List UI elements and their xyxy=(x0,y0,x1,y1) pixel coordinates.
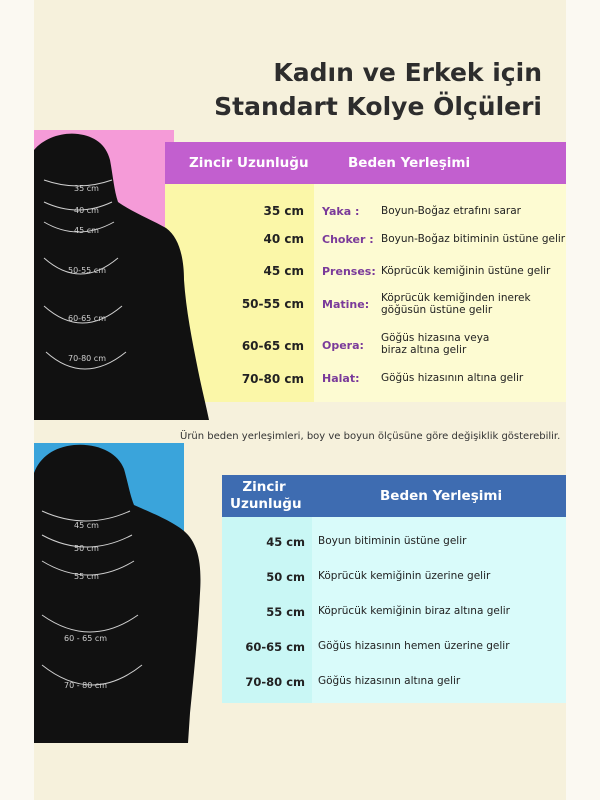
women-neck-label: 60-65 cm xyxy=(68,314,106,323)
women-row-term: Choker : xyxy=(322,233,374,246)
women-row-desc: Köprücük kemiğinden inerek göğüsün üstüne gelir xyxy=(381,292,531,316)
women-neck-label: 50-55 cm xyxy=(68,266,106,275)
women-neck-label: 45 cm xyxy=(74,226,99,235)
men-silhouette xyxy=(34,443,234,743)
men-row-desc: Göğüs hizasının hemen üzerine gelir xyxy=(318,640,510,652)
left-margin xyxy=(0,0,34,800)
women-row-length: 40 cm xyxy=(263,232,304,246)
women-row-desc: Göğüs hizasının altına gelir xyxy=(381,372,524,384)
women-row-term: Opera: xyxy=(322,339,364,352)
women-row-length: 35 cm xyxy=(263,204,304,218)
men-row-length: 70-80 cm xyxy=(245,675,305,689)
men-row-desc: Köprücük kemiğinin biraz altına gelir xyxy=(318,605,510,617)
fit-disclaimer-note: Ürün beden yerleşimleri, boy ve boyun ölçüsüne göre değişiklik gösterebilir. xyxy=(180,431,561,442)
men-row-desc: Köprücük kemiğinin üzerine gelir xyxy=(318,570,491,582)
women-row-length: 50-55 cm xyxy=(241,297,304,311)
men-row-length: 60-65 cm xyxy=(245,640,305,654)
women-row-length: 45 cm xyxy=(263,264,304,278)
men-row-length: 55 cm xyxy=(266,605,305,619)
women-silhouette xyxy=(34,130,234,420)
women-row-desc: Göğüs hizasına veya biraz altına gelir xyxy=(381,332,490,356)
men-header-placement: Beden Yerleşimi xyxy=(380,488,503,504)
men-neck-label: 55 cm xyxy=(74,572,99,581)
men-neck-label: 60 - 65 cm xyxy=(64,634,108,643)
women-row-term: Prenses: xyxy=(322,265,376,278)
women-row-term: Matine: xyxy=(322,298,370,311)
title-line-1: Kadın ve Erkek için xyxy=(273,58,542,87)
men-row-length: 50 cm xyxy=(266,570,305,584)
men-header-length-line1: Zincir xyxy=(242,479,286,495)
women-neck-label: 35 cm xyxy=(74,184,99,193)
women-row-term: Yaka : xyxy=(322,205,360,218)
women-neck-label: 40 cm xyxy=(74,206,99,215)
men-neck-label: 50 cm xyxy=(74,544,99,553)
men-row-desc: Göğüs hizasının altına gelir xyxy=(318,675,461,687)
women-neck-label: 70-80 cm xyxy=(68,354,106,363)
men-row-desc: Boyun bitiminin üstüne gelir xyxy=(318,535,467,547)
women-header-length: Zincir Uzunluğu xyxy=(189,155,309,171)
right-margin xyxy=(566,0,600,800)
men-header-length-line2: Uzunluğu xyxy=(230,496,302,512)
women-row-term: Halat: xyxy=(322,372,360,385)
women-row-desc: Köprücük kemiğinin üstüne gelir xyxy=(381,265,551,277)
women-row-desc: Boyun-Boğaz bitiminin üstüne gelir xyxy=(381,233,566,245)
men-row-length: 45 cm xyxy=(266,535,305,549)
women-row-length: 70-80 cm xyxy=(241,372,304,386)
women-header-placement: Beden Yerleşimi xyxy=(348,155,471,171)
women-row-desc: Boyun-Boğaz etrafını sarar xyxy=(381,205,521,217)
title-line-2: Standart Kolye Ölçüleri xyxy=(214,92,542,121)
women-row-length: 60-65 cm xyxy=(241,339,304,353)
men-neck-label: 45 cm xyxy=(74,521,99,530)
men-neck-label: 70 - 80 cm xyxy=(64,681,108,690)
